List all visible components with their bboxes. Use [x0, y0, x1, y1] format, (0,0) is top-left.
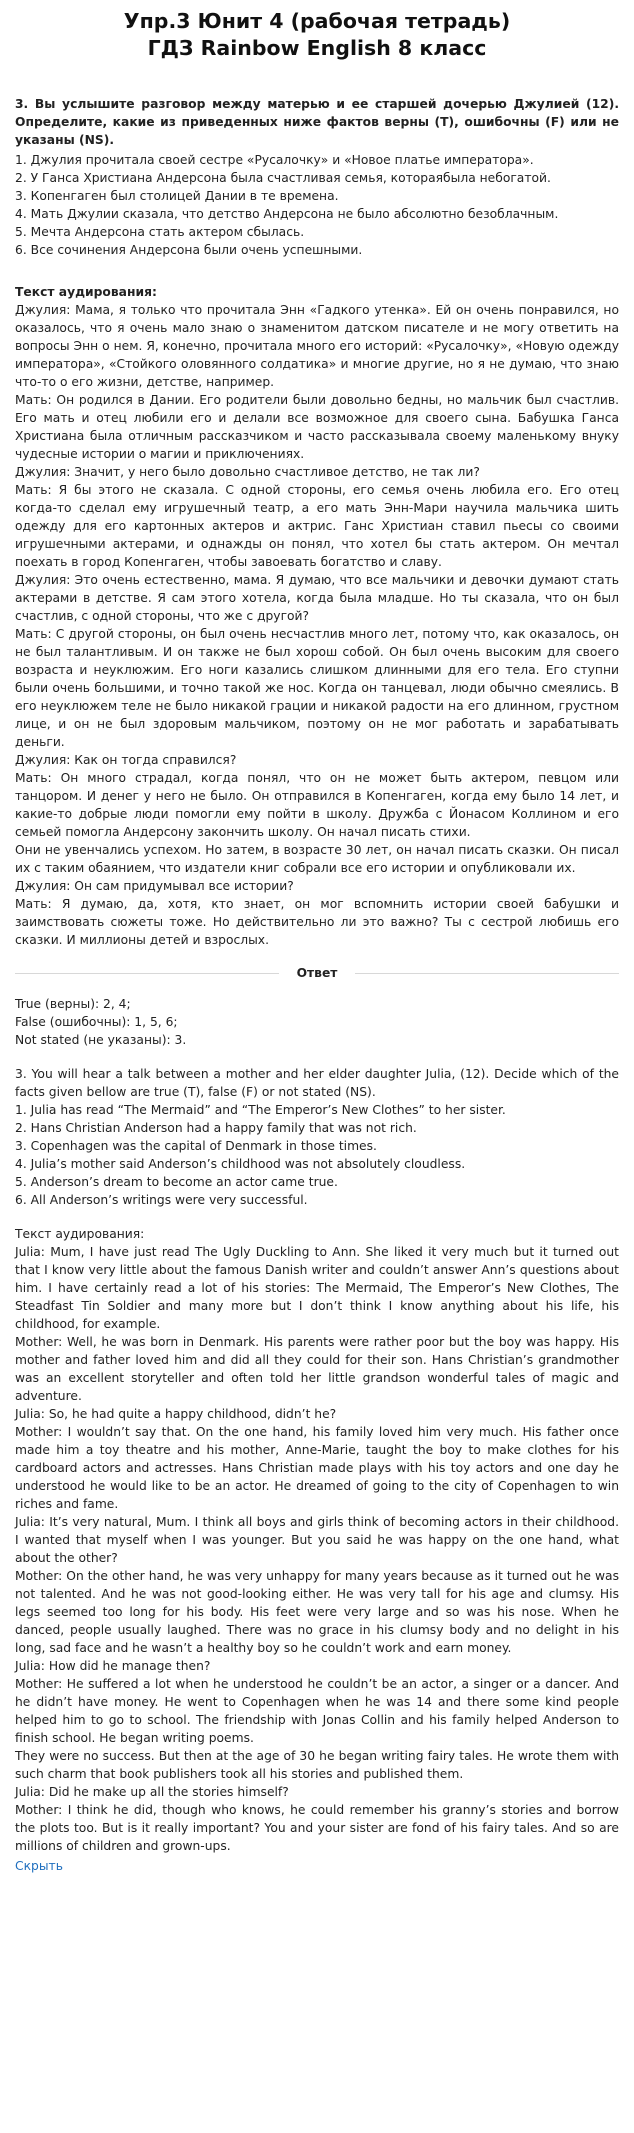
- dialogue-line: Julia: So, he had quite a happy childhood, didn’t he?: [15, 1407, 337, 1421]
- dialogue-line: Джулия: Это очень естественно, мама. Я думаю, что все мальчики и девочки думают стать актерами в детстве. Я сам этого хотела, когда была младше. Но ты сказала, что он был счастлив, с одной стороны, что же с другой?: [15, 573, 619, 623]
- answer-divider: [15, 966, 619, 980]
- dialogue-en: [15, 1243, 619, 1855]
- dialogue-line: Мать: С другой стороны, он был очень несчастлив много лет, потому что, как оказалось, он не был талантливым. И он также не был хорош собой. Он был очень высоким для своего возраста и неуклюжим. Его ноги казались слишком длинными для его тела. Его ступни были очень большими, и точно такой же нос. Когда он танцевал, люди обычно смеялись. В его неуклюжем теле не было никакой грации и никакой радости на его длинном, грустном лице, и он не был здоровым мальчиком, поэтому он не мог работать и зарабатывать деньги.: [15, 627, 619, 749]
- dialogue-line: Мать: Он родился в Дании. Его родители были довольно бедны, но мальчик был счастлив. Его мать и отец любили его и делали все возможное для своего сына. Бабушка Ганса Христиана была отличным рассказчиком и часто рассказывала своему маленькому внуку чудесные истории о магии и приключениях.: [15, 393, 619, 461]
- dialogue-line: Julia: Mum, I have just read The Ugly Duckling to Ann. She liked it very much but it turned out that I know very little about the famous Danish writer and couldn’t answer Ann’s questions about him. I have certainly read a lot of his stories: The Mermaid, The Emperor’s New Clothes, The Steadfast Tin Soldier and many more but I don’t think I know anything about his life, his childhood, for example.: [15, 1245, 619, 1331]
- statement-ru: 3. Копенгаген был столицей Дании в те времена.: [15, 189, 339, 203]
- statement-ru: 4. Мать Джулии сказала, что детство Андерсона не было абсолютно безоблачным.: [15, 207, 559, 221]
- answer-not-stated: Not stated (не указаны): 3.: [15, 1033, 187, 1047]
- divider-rule-right: [355, 973, 619, 974]
- statement-en: 3. Copenhagen was the capital of Denmark in those times.: [15, 1139, 377, 1153]
- answer-true: True (верны): 2, 4;: [15, 997, 131, 1011]
- dialogue-line: Julia: Did he make up all the stories himself?: [15, 1785, 289, 1799]
- english-section: [15, 1065, 619, 1855]
- dialogue-line: Джулия: Мама, я только что прочитала Энн «Гадкого утенка». Ей он очень понравился, но оказалось, что я очень мало знаю о знаменитом датском писателе и не могу ответить на вопросы Энн о нем. Я, конечно, прочитала много его историй: «Русалочку», «Новую одежду императора», «Стойкого оловянного солдатика» и многие другие, но я не думаю, что знаю что-то о его жизни, детстве, например.: [15, 303, 619, 389]
- dialogue-line: Mother: Well, he was born in Denmark. His parents were rather poor but the boy was happy. His mother and father loved him and did all they could for their son. Hans Christian’s grandmother was an excellent storyteller and often told her little grandson wonderful tales of magic and adventure.: [15, 1335, 619, 1403]
- statement-en: 4. Julia’s mother said Anderson’s childhood was not absolutely cloudless.: [15, 1157, 466, 1171]
- dialogue-line: Джулия: Как он тогда справился?: [15, 753, 237, 767]
- dialogue-line: Мать: Он много страдал, когда понял, что он не может быть актером, певцом или танцором. И денег у него не было. Он отправился в Копенгаген, когда ему было 14 лет, и какие-то добрые люди помогли ему пойти в школу. Дружба с Йонасом Коллином и его семьей помогла Андерсону закончить школу. Он начал писать стихи.: [15, 771, 619, 839]
- dialogue-line: Mother: He suffered a lot when he understood he couldn’t be an actor, a singer or a dancer. And he didn’t have money. He went to Copenhagen when he was 14 and there some kind people helped him to go to school. The friendship with Jonas Collin and his family helped Anderson to finish school. He began writing poems.: [15, 1677, 619, 1745]
- page-title: Упр.3 Юнит 4 (рабочая тетрадь): [123, 9, 511, 33]
- task-ru: 3. Вы услышите разговор между матерью и ее старшей дочерью Джулией (12). Определите, какие из приведенных ниже фактов верны (T), ошибочны (F) или не указаны (NS).: [15, 97, 619, 147]
- dialogue-line: Mother: I wouldn’t say that. On the one hand, his family loved him very much. His father once made him a toy theatre and his mother, Anne-Marie, taught the boy to make clothes for his cardboard actors and actresses. Hans Christian made plays with his toy actors and one day he understood he would like to be an actor. He dreamed of going to the city of Copenhagen to win riches and fame.: [15, 1425, 619, 1511]
- dialogue-line: They were no success. But then at the age of 30 he began writing fairy tales. He wrote them with such charm that book publishers took all his stories and published them.: [15, 1749, 619, 1781]
- statements-ru: [15, 151, 619, 259]
- answer-false: False (ошибочны): 1, 5, 6;: [15, 1015, 178, 1029]
- listening-title-en: Текст аудирования:: [15, 1227, 145, 1241]
- statement-en: 1. Julia has read “The Mermaid” and “The Emperor’s New Clothes” to her sister.: [15, 1103, 506, 1117]
- statements-en: [15, 1101, 619, 1209]
- statement-ru: 2. У Ганса Христиана Андерсона была счастливая семья, котораябыла небогатой.: [15, 171, 551, 185]
- dialogue-line: Джулия: Он сам придумывал все истории?: [15, 879, 294, 893]
- dialogue-line: Julia: It’s very natural, Mum. I think all boys and girls think of becoming actors in their childhood. I wanted that myself when I was younger. But you said he was happy on the one hand, what about the other?: [15, 1515, 619, 1565]
- statement-ru: 1. Джулия прочитала своей сестре «Русалочку» и «Новое платье императора».: [15, 153, 534, 167]
- answers: [15, 995, 619, 1049]
- dialogue-ru: [15, 301, 619, 949]
- statement-en: 2. Hans Christian Anderson had a happy family that was not rich.: [15, 1121, 417, 1135]
- dialogue-line: Они не увенчались успехом. Но затем, в возрасте 30 лет, он начал писать сказки. Он писал их с таким обаянием, что издатели книг собрали все его истории и опубликовали их.: [15, 843, 619, 875]
- page-header: [15, 0, 619, 62]
- statement-ru: 5. Мечта Андерсона стать актером сбылась.: [15, 225, 305, 239]
- dialogue-line: Мать: Я бы этого не сказала. С одной стороны, его семья очень любила его. Его отец когда-то сделал ему игрушечный театр, а его мать Энн-Мари научила мальчика шить одежду для его картонных актеров и актрис. Ганс Христиан ставил пьесы со своими игрушечными актерами, и однажды он понял, что хотел бы стать актером. Он мечтал поехать в город Копенгаген, чтобы завоевать богатство и славу.: [15, 483, 619, 569]
- divider-rule-left: [15, 973, 279, 974]
- dialogue-line: Mother: I think he did, though who knows, he could remember his granny’s stories and borrow the plots too. But is it really important? You and your sister are fond of his fairy tales. And so are millions of children and grown-ups.: [15, 1803, 619, 1853]
- hide-link[interactable]: Скрыть: [15, 1859, 63, 1873]
- dialogue-line: Julia: How did he manage then?: [15, 1659, 211, 1673]
- listening-title-ru: Текст аудирования:: [15, 285, 157, 299]
- answer-label: Ответ: [296, 966, 338, 980]
- page-subtitle: ГДЗ Rainbow English 8 класс: [147, 36, 487, 60]
- statement-en: 6. All Anderson’s writings were very successful.: [15, 1193, 308, 1207]
- dialogue-line: Мать: Я думаю, да, хотя, кто знает, он мог вспомнить истории своей бабушки и заимствовать сюжеты тоже. Но действительно ли это важно? Ты с сестрой любишь его сказки. И миллионы детей и взрослых.: [15, 897, 619, 947]
- statement-ru: 6. Все сочинения Андерсона были очень успешными.: [15, 243, 363, 257]
- statement-en: 5. Anderson’s dream to become an actor came true.: [15, 1175, 338, 1189]
- dialogue-line: Mother: On the other hand, he was very unhappy for many years because as it turned out he was not talented. And he was not good-looking either. He was very tall for his age and clumsy. His legs seemed too long for his body. His feet were very large and so was his nose. When he danced, people usually laughed. There was no grace in his clumsy body and no delight in his long, sad face and he wasn’t a healthy boy so he couldn’t work and earn money.: [15, 1569, 619, 1655]
- dialogue-line: Джулия: Значит, у него было довольно счастливое детство, не так ли?: [15, 465, 480, 479]
- task-en: 3. You will hear a talk between a mother and her elder daughter Julia, (12). Decide which of the facts given bellow are true (T), false (F) or not stated (NS).: [15, 1067, 619, 1099]
